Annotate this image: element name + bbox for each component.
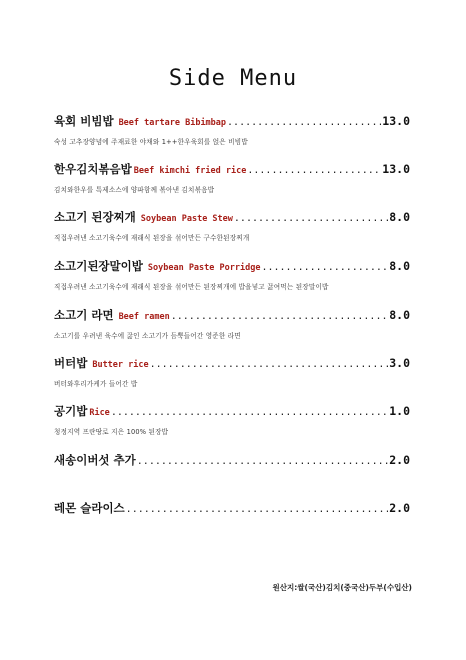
dot-leader	[171, 311, 388, 322]
item-name: 소고기 된장찌개	[54, 210, 136, 224]
menu-item-rice	[54, 403, 410, 436]
item-name: 육회 비빔밥	[54, 114, 114, 128]
menu-item-soybean-paste-stew	[54, 209, 410, 242]
item-description: 김치와한우를 특제소스에 양파함께 볶아낸 김치볶음밥	[54, 186, 215, 194]
item-english-name: Soybean Paste Stew	[140, 214, 233, 224]
item-name: 레몬 슬라이스	[54, 501, 125, 515]
item-english-name: Rice	[89, 408, 110, 418]
item-price: 8.0	[389, 259, 410, 273]
item-price: 2.0	[389, 501, 410, 515]
item-description: 숙성 고추장양념에 주재료한 야채와 1++한우육회를 얹은 비빔밥	[54, 138, 248, 146]
dot-leader	[137, 456, 388, 467]
menu-item-soybean-paste-porridge	[54, 258, 410, 291]
item-price: 13.0	[382, 162, 410, 176]
item-english-name: Soybean Paste Porridge	[147, 263, 261, 273]
item-english-name: Beef tartare Bibimbap	[118, 118, 227, 128]
dot-leader	[126, 504, 389, 515]
item-description: 버터와후리가케가 들어간 밥	[54, 380, 138, 388]
dot-leader	[261, 262, 388, 273]
menu-item-beef-kimchi-fried-rice	[54, 161, 410, 194]
item-name: 버터밥	[54, 356, 88, 370]
dot-leader	[227, 117, 381, 128]
menu-item-butter-rice	[54, 355, 410, 388]
dot-leader	[111, 407, 388, 418]
item-description: 소고기를 우려낸 육수에 끓인 소고기가 듬뿍들어간 영준한 라면	[54, 332, 241, 340]
item-price: 8.0	[389, 210, 410, 224]
item-price: 2.0	[389, 453, 410, 467]
item-english-name: Beef kimchi fried rice	[133, 166, 247, 176]
item-price: 3.0	[389, 356, 410, 370]
item-name: 소고기 라면	[54, 308, 114, 322]
item-name: 새송이버섯 추가	[54, 453, 136, 467]
item-description: 직접우려낸 소고기육수에 재래식 된장을 섞어만든 된장찌개에 밥을넣고 끓여먹는 된장말이밥	[54, 283, 329, 291]
item-price: 1.0	[389, 404, 410, 418]
menu-title: Side Menu	[168, 66, 298, 91]
menu-item-beef-ramen	[54, 307, 410, 340]
dot-leader	[234, 213, 388, 224]
item-price: 8.0	[389, 308, 410, 322]
item-name: 공기밥	[54, 404, 88, 418]
menu-item-lemon-slice	[54, 500, 410, 516]
origin-notice: 원산지:쌀(국산)김치(중국산)두부(수입산)	[272, 583, 412, 592]
item-description: 직접우려낸 소고기육수에 재래식 된장을 섞어만든 구수한된장찌개	[54, 234, 250, 242]
item-description: 청정지역 프란땅로 지은 100% 된장밥	[54, 428, 169, 436]
item-name: 한우김치볶음밥	[54, 162, 132, 176]
dot-leader	[150, 359, 389, 370]
item-english-name: Butter rice	[92, 360, 149, 370]
item-english-name: Beef ramen	[118, 312, 170, 322]
menu-item-king-oyster-mushroom-add	[54, 452, 410, 468]
dot-leader	[247, 165, 381, 176]
item-price: 13.0	[382, 114, 410, 128]
item-name: 소고기된장말이밥	[54, 259, 143, 273]
menu-item-beef-tartare-bibimbap	[54, 113, 410, 146]
